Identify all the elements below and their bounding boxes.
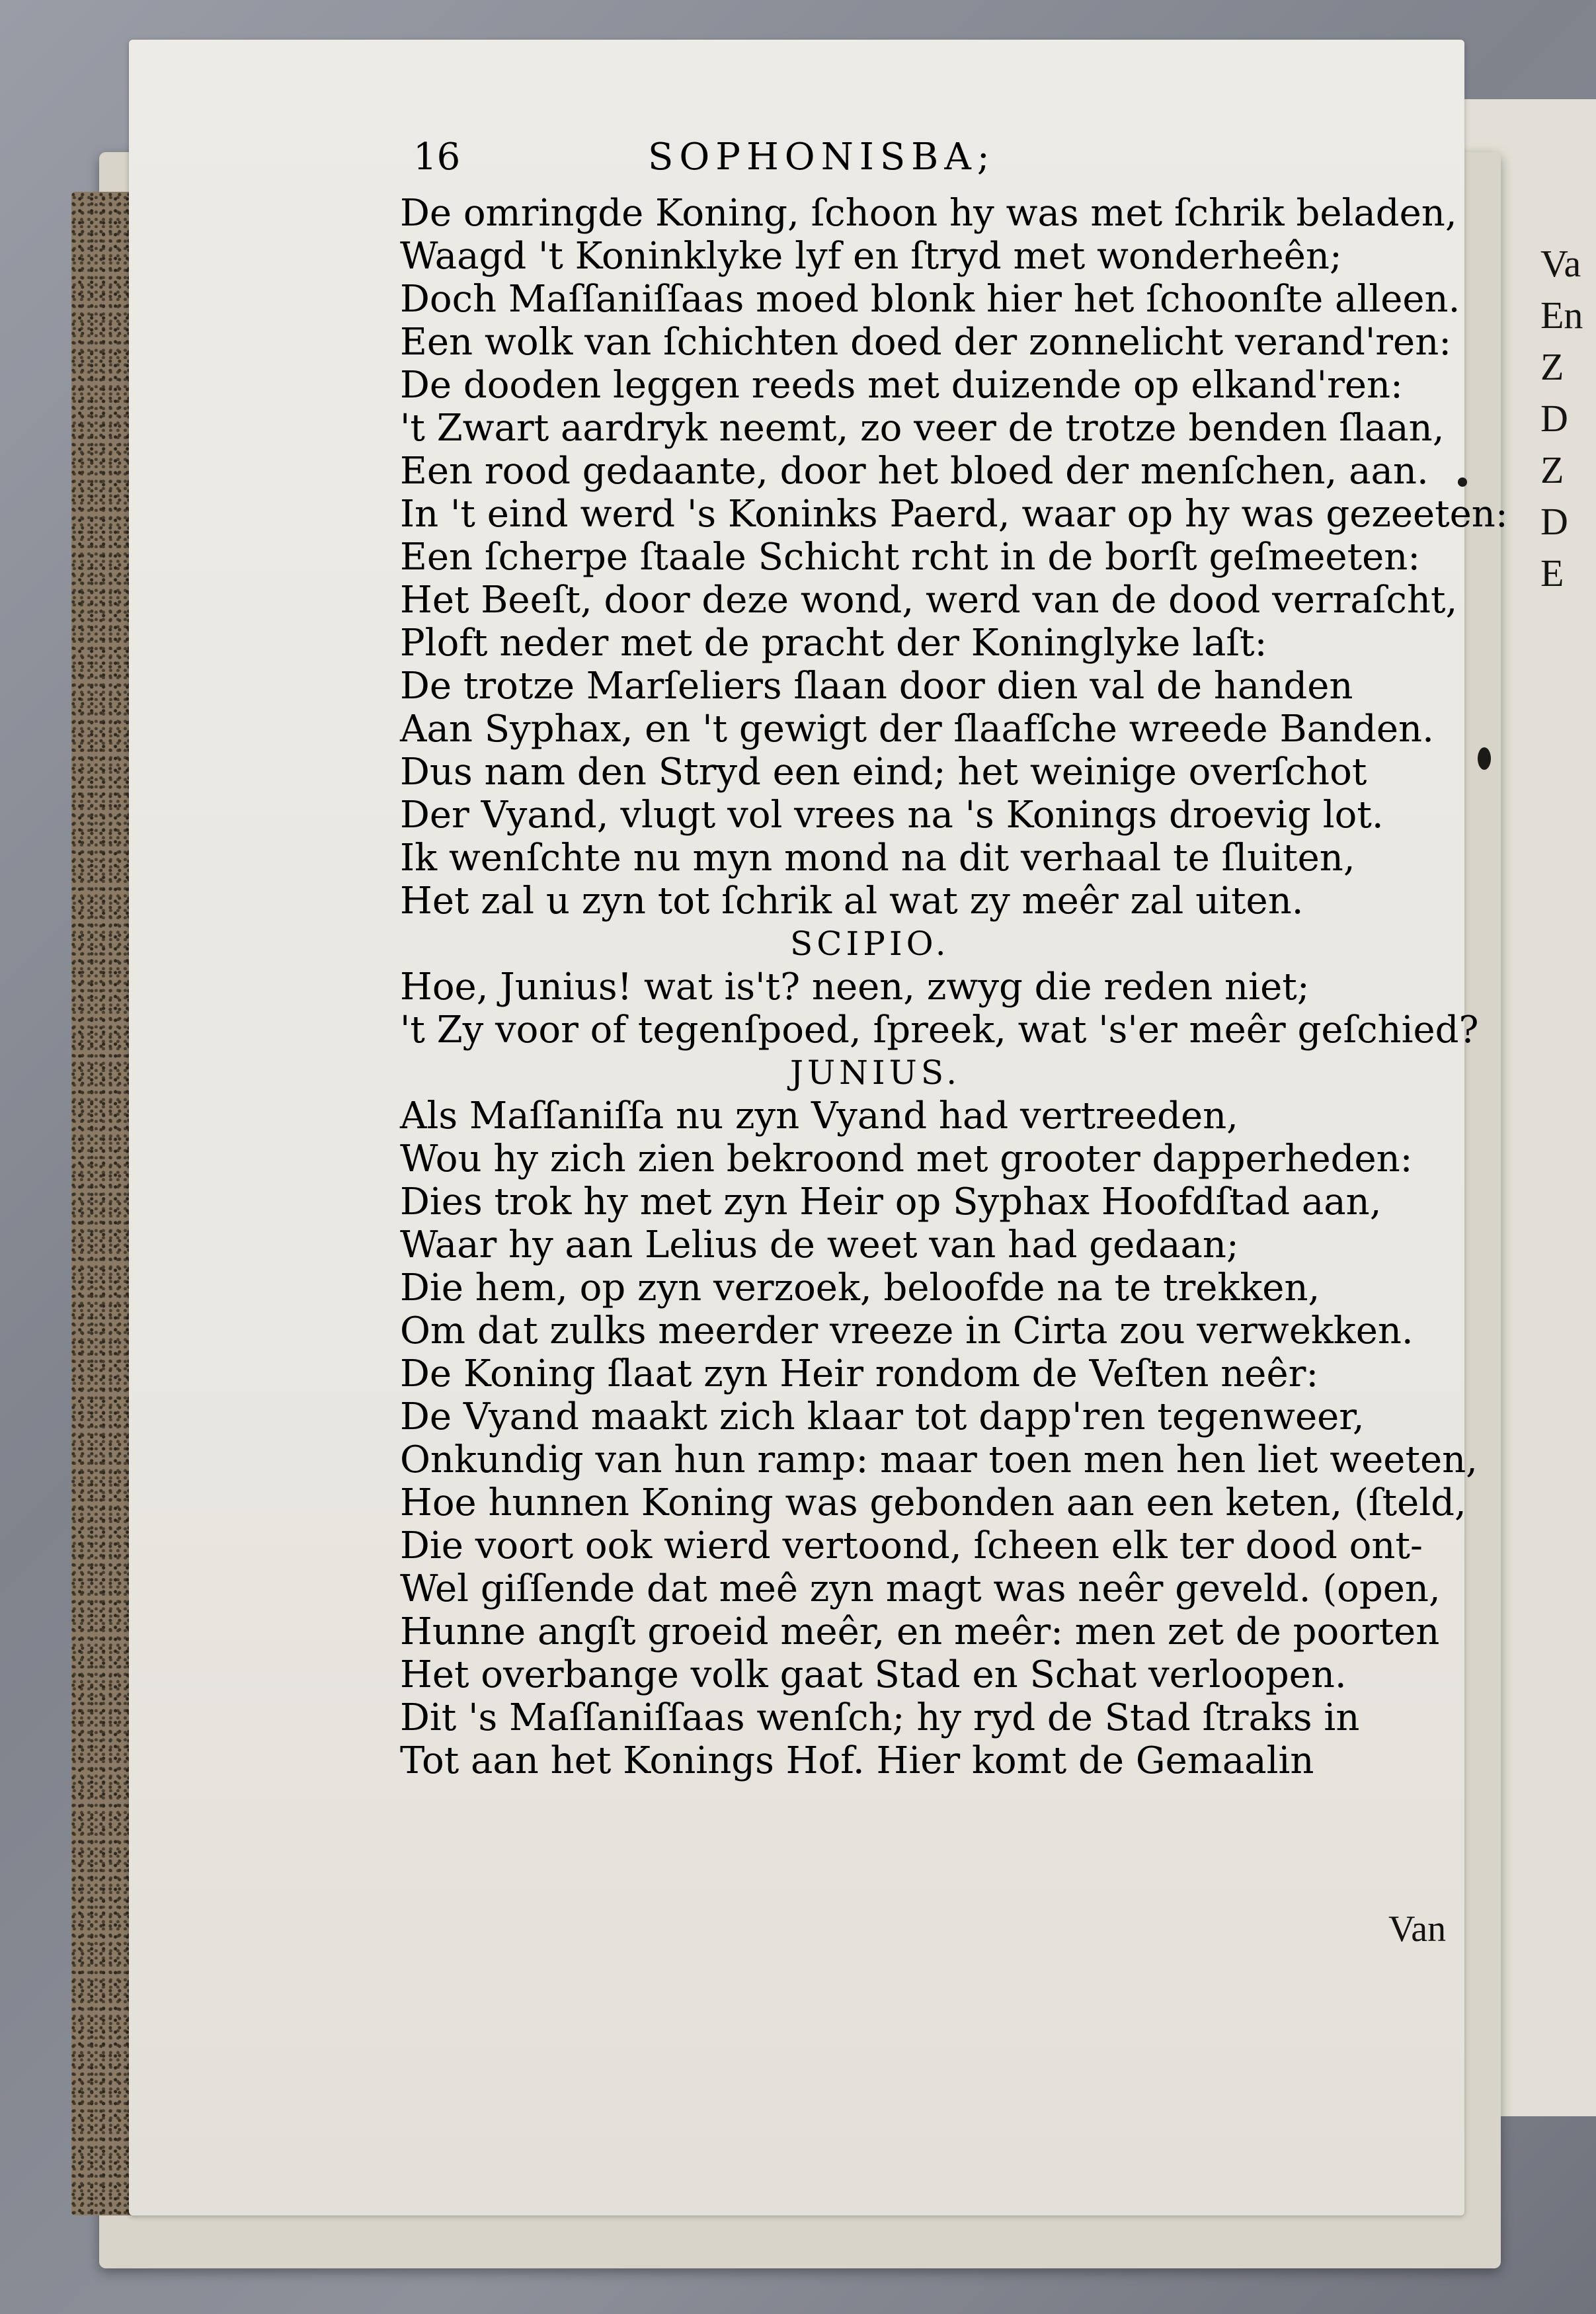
facing-page-letter: En bbox=[1540, 294, 1583, 337]
verse-line: Het zal u zyn tot ſchrik al wat zy meêr zal uiten. bbox=[400, 880, 1304, 923]
verse-line: Doch Maſſaniſſaas moed blonk hier het ſchoonſte alleen. bbox=[400, 278, 1460, 321]
verse-line: De Vyand maakt zich klaar tot dapp'ren tegenweer, bbox=[400, 1395, 1365, 1438]
page-number: 16 bbox=[413, 136, 461, 179]
verse-line: Een ſcherpe ſtaale Schicht rcht in de borſt geſmeeten: bbox=[400, 536, 1421, 579]
verse-line: Tot aan het Konings Hof. Hier komt de Gemaalin bbox=[400, 1739, 1314, 1782]
verse-line: Hoe hunnen Koning was gebonden aan een keten, (ſteld, bbox=[400, 1481, 1466, 1524]
verse-line: Dies trok hy met zyn Heir op Syphax Hoofdſtad aan, bbox=[400, 1180, 1382, 1223]
verse-line: Wel giſſende dat meê zyn magt was neêr geveld. (open, bbox=[400, 1567, 1441, 1610]
verse-line: Dus nam den Stryd een eind; het weinige overſchot bbox=[400, 751, 1367, 794]
facing-page-letter: D bbox=[1540, 397, 1568, 440]
verse-line: Een rood gedaante, door het bloed der menſchen, aan. bbox=[400, 450, 1429, 493]
verse-line: Aan Syphax, en 't gewigt der ſlaafſche wreede Banden. bbox=[400, 708, 1434, 751]
verse-line: De trotze Marſeliers ſlaan door dien val de handen bbox=[400, 665, 1353, 708]
text-column bbox=[400, 192, 1508, 1782]
verse-line: Ploft neder met de pracht der Koninglyke laſt: bbox=[400, 622, 1267, 665]
verse-line: De dooden leggen reeds met duizende op elkand'ren: bbox=[400, 364, 1403, 407]
verse-line: Een wolk van ſchichten doed der zonnelicht verand'ren: bbox=[400, 321, 1452, 364]
facing-page-text bbox=[1540, 238, 1583, 599]
verse-line: Als Maſſaniſſa nu zyn Vyand had vertreeden, bbox=[400, 1095, 1238, 1137]
verse-line: De Koning ſlaat zyn Heir rondom de Veſten neêr: bbox=[400, 1352, 1319, 1395]
verse-line: De omringde Koning, ſchoon hy was met ſchrik beladen, bbox=[400, 192, 1457, 235]
facing-page-letter: D bbox=[1540, 500, 1568, 543]
verse-line: Die hem, op zyn verzoek, beloofde na te trekken, bbox=[400, 1266, 1320, 1309]
catchword: Van bbox=[1388, 1909, 1447, 1950]
speaker-heading: JUNIUS. bbox=[790, 1054, 961, 1092]
verse-line: Onkundig van hun ramp: maar toen men hen liet weeten, bbox=[400, 1438, 1478, 1481]
verse-line: Ik wenſchte nu myn mond na dit verhaal te ſluiten, bbox=[400, 837, 1355, 880]
verse-line: Hoe, Junius! wat is't? neen, zwyg die reden niet; bbox=[400, 966, 1310, 1009]
facing-page-letter: Va bbox=[1540, 242, 1581, 285]
facing-page-letter: Z bbox=[1540, 448, 1564, 491]
verse-line: Waagd 't Koninklyke lyf en ſtryd met wonderheên; bbox=[400, 235, 1342, 278]
verse-line: Het Beeſt, door deze wond, werd van de dood verraſcht, bbox=[400, 579, 1458, 622]
page-header bbox=[413, 136, 1497, 195]
verse-line: Die voort ook wierd vertoond, ſcheen elk ter dood ont- bbox=[400, 1524, 1423, 1567]
speaker-heading: SCIPIO. bbox=[790, 925, 950, 963]
ink-spot bbox=[1478, 747, 1491, 770]
facing-page-letter: E bbox=[1540, 552, 1564, 595]
verse-line: Hunne angſt groeid meêr, en meêr: men zet de poorten bbox=[400, 1610, 1440, 1653]
verse-line: Der Vyand, vlugt vol vrees na 's Konings droevig lot. bbox=[400, 794, 1384, 837]
verse-line: Om dat zulks meerder vreeze in Cirta zou verwekken. bbox=[400, 1309, 1414, 1352]
verse-line: Waar hy aan Lelius de weet van had gedaan; bbox=[400, 1223, 1239, 1266]
facing-page-letter: Z bbox=[1540, 345, 1564, 388]
running-title: SOPHONISBA; bbox=[648, 136, 996, 179]
verse-line: In 't eind werd 's Koninks Paerd, waar op hy was gezeeten: bbox=[400, 493, 1508, 536]
verse-line: Wou hy zich zien bekroond met grooter dapperheden: bbox=[400, 1137, 1413, 1180]
verse-line: Het overbange volk gaat Stad en Schat verloopen. bbox=[400, 1653, 1347, 1696]
verse-line: 't Zy voor of tegenſpoed, ſpreek, wat 's'er meêr geſchied? bbox=[400, 1009, 1479, 1052]
ink-spot bbox=[1458, 477, 1467, 487]
verse-line: 't Zwart aardryk neemt, zo veer de trotze benden ſlaan, bbox=[400, 407, 1445, 450]
verse-line: Dit 's Maſſaniſſaas wenſch; hy ryd de Stad ſtraks in bbox=[400, 1696, 1360, 1739]
